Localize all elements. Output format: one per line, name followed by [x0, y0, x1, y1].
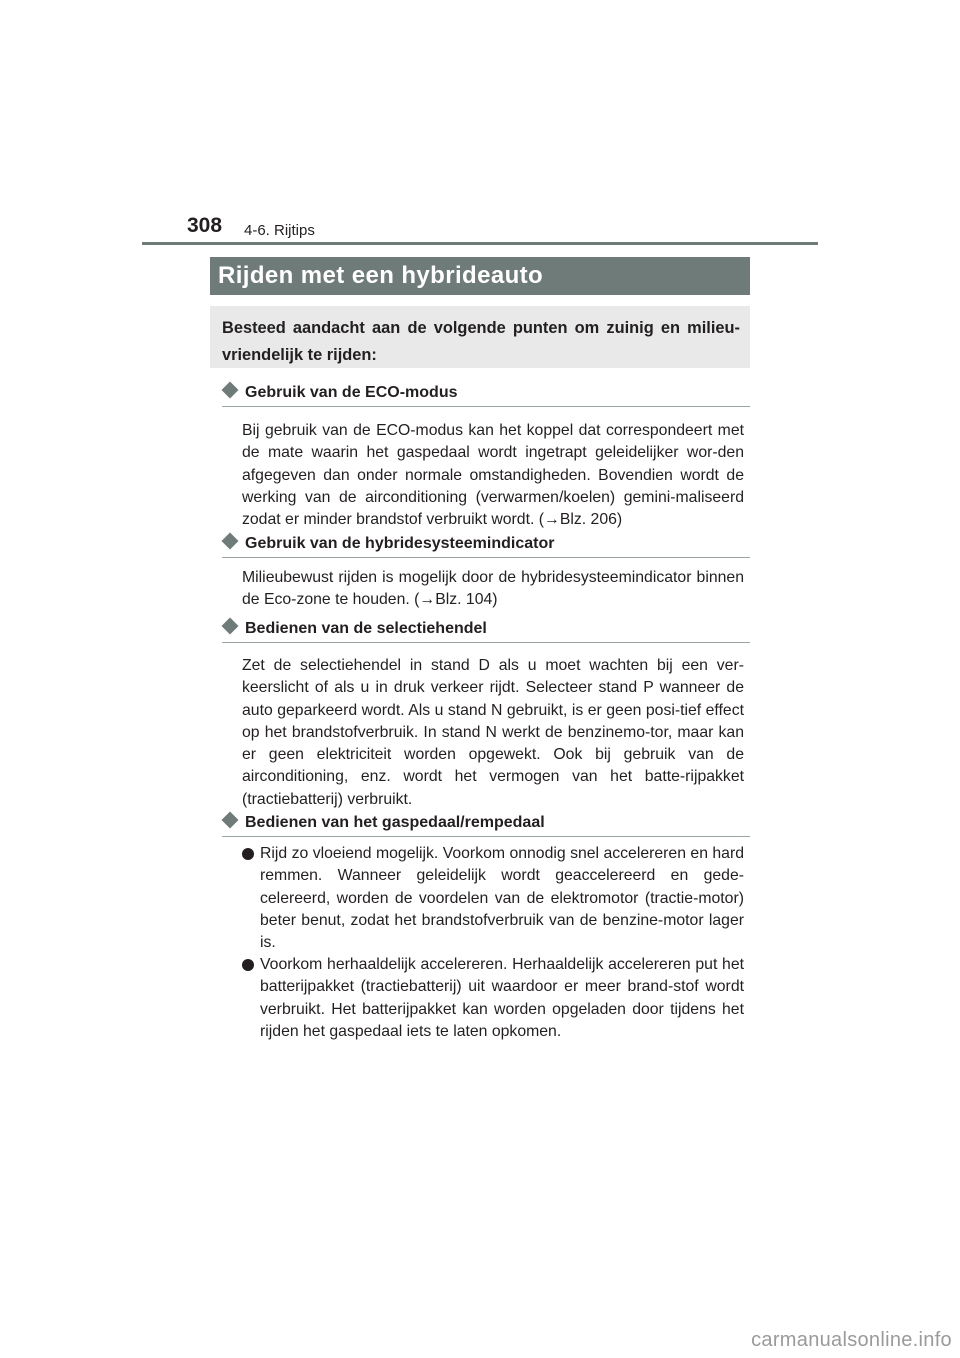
section-heading-pedals — [222, 812, 750, 837]
diamond-bullet-icon — [222, 618, 239, 635]
section-heading-text: Bedienen van het gaspedaal/rempedaal — [245, 814, 545, 831]
diamond-bullet-icon — [222, 382, 239, 399]
list-item-text: Rijd zo vloeiend mogelijk. Voorkom onnodig snel accelereren en hard remmen. Wanneer geleidelijk wordt geaccelereerd en gede-celereerd, worden de voordelen van de elektromotor (tractie-motor) beter benut, zodat het brandstofverbruik van de benzine-motor lager is. — [260, 845, 744, 952]
list-item-text: Voorkom herhaaldelijk accelereren. Herhaaldelijk accelereren put het batterijpakket (tractiebatterij) uit waardoor er meer brand-stof wordt verbruikt. Het batterijpakket kan worden opgeladen door tijdens het rijden het gaspedaal iets te laten opkomen. — [260, 956, 744, 1040]
bullet-dot-icon — [242, 959, 254, 971]
section-reference: 4-6. Rijtips — [244, 222, 315, 239]
diamond-bullet-icon — [222, 812, 239, 829]
diamond-bullet-icon — [222, 533, 239, 550]
list-item — [242, 843, 744, 954]
watermark: carmanualsonline.info — [751, 1329, 952, 1351]
section-heading-hybrid-indicator — [222, 533, 750, 558]
section-heading-selector-lever — [222, 618, 750, 643]
section-body-selector-lever: Zet de selectiehendel in stand D als u moet wachten bij een ver-keerslicht of als u in druk verkeer rijdt. Selecteer stand P wanneer de auto geparkeerd wordt. Als u stand N gebruikt, is er geen posi-tief effect op het brandstofverbruik. In stand N werkt de benzinemo-tor, maar kan er geen elektriciteit worden opgewekt. Ook bij gebruik van de airconditioning, enz. wordt het vermogen van het batte-rijpakket (tractiebatterij) verbruikt. — [242, 657, 744, 808]
section-body-eco-mode: Bij gebruik van de ECO-modus kan het koppel dat correspondeert met de mate waarin het gaspedaal wordt ingetrapt geleidelijker wor-den afgegeven dan onder normale omstandigheden. Bovendien wordt de werking van de airconditioning (verwarmen/koelen) gemini-maliseerd zodat er minder brandstof verbruikt wordt. (→Blz. 206) — [242, 422, 744, 529]
page-number: 308 — [187, 214, 223, 237]
header-divider — [142, 242, 818, 245]
list-item — [242, 954, 744, 1043]
section-heading-text: Gebruik van de ECO-modus — [245, 384, 458, 401]
title-bar — [210, 257, 750, 295]
section-heading-eco-mode — [222, 382, 750, 407]
page-title: Rijden met een hybrideauto — [218, 262, 544, 289]
section-heading-text: Gebruik van de hybridesysteemindicator — [245, 535, 555, 552]
section-body-hybrid-indicator: Milieubewust rijden is mogelijk door de hybridesysteemindicator binnen de Eco-zone te houden. (→Blz. 104) — [242, 569, 744, 609]
section-heading-text: Bedienen van de selectiehendel — [245, 620, 487, 637]
intro-box: Besteed aandacht aan de volgende punten om zuinig en milieu-vriendelijk te rijden: — [210, 306, 750, 368]
bullet-dot-icon — [242, 848, 254, 860]
